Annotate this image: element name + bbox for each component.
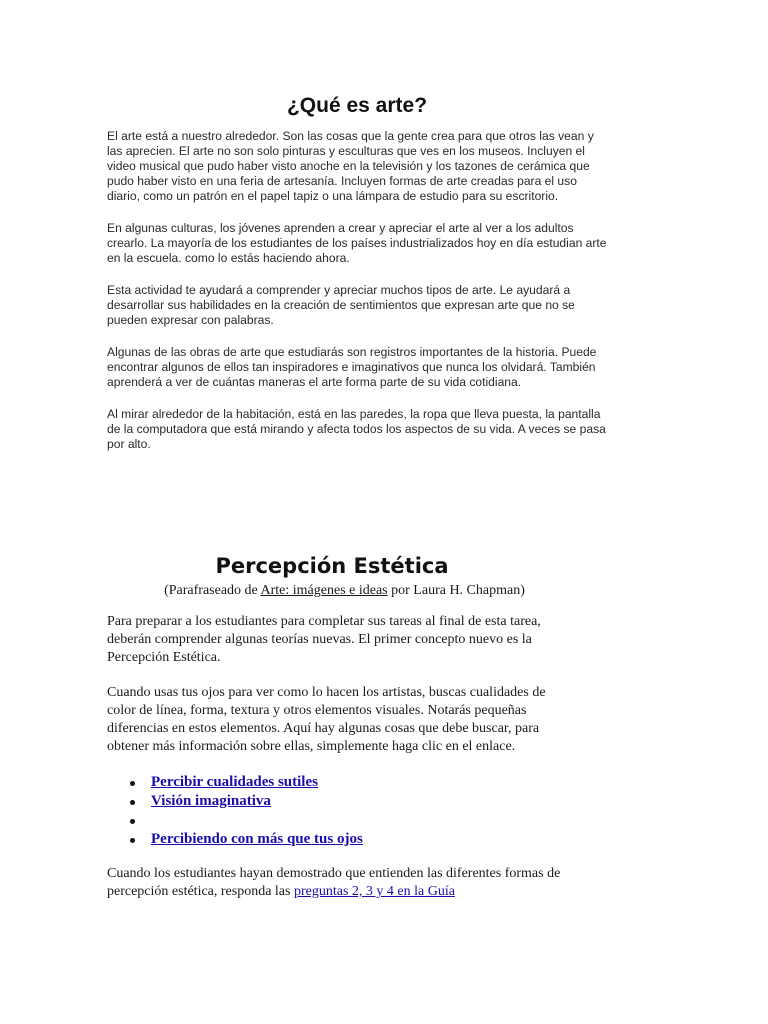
list-item — [151, 773, 562, 792]
link-guide-questions[interactable]: preguntas 2, 3 y 4 en la Guía — [293, 884, 455, 899]
instructions-paragraph: Cuando usas tus ojos para ver como lo hacen los artistas, buscas cualidades de color de línea, forma, textura y otros elementos visuales. Notarás pequeñas diferencias en estos elementos. Aquí hay algunas cosas que debe buscar, para obtener más información sobre ellas, simplemente haga clic en el enlace. — [107, 685, 546, 754]
source-attribution — [107, 582, 582, 600]
closing-paragraph — [107, 865, 562, 901]
attribution-suffix: por Laura H. Chapman) — [387, 583, 525, 598]
section-title-what-is-art: ¿Qué es arte? — [286, 94, 428, 117]
perception-links-list — [107, 773, 562, 849]
link-subtle-qualities[interactable]: Percibir cualidades sutiles — [151, 774, 318, 790]
closing-text: Cuando los estudiantes hayan demostrado que entienden las diferentes formas de percepción estética, responda las — [107, 866, 561, 899]
attribution-prefix: (Parafraseado de — [164, 583, 261, 598]
paragraph-3: Esta actividad te ayudará a comprender y apreciar muchos tipos de arte. Le ayudará a desarrollar sus habilidades en la creación de sentimientos que expresan arte que no se pueden expresar con palabras. — [107, 283, 575, 327]
section-title-aesthetic-perception: Percepción Estética — [215, 554, 449, 578]
list-item — [151, 830, 562, 849]
paragraph-1: El arte está a nuestro alrededor. Son las cosas que la gente crea para que otros las vean y las aprecien. El arte no son solo pinturas y esculturas que ves en los museos. Incluyen el video musical que pudo haber visto anoche en la televisión y los tazones de cerámica que pudo haber visto en una feria de artesanía. Incluyen formas de arte creadas para el uso diario, como un patrón en el papel tapiz o una lámpara de estudio para su escritorio. — [107, 129, 594, 203]
book-title: Arte: imágenes e ideas — [260, 583, 388, 598]
link-perceiving-beyond-eyes[interactable]: Percibiendo con más que tus ojos — [151, 831, 363, 847]
section-what-is-art — [107, 94, 607, 469]
paragraph-2: En algunas culturas, los jóvenes aprenden a crear y apreciar el arte al ver a los adultos crearlo. La mayoría de los estudiantes de los países industrializados hoy en día estudian arte en la escuela. como lo estás haciendo ahora. — [107, 221, 607, 265]
intro-paragraph: Para preparar a los estudiantes para completar sus tareas al final de esta tarea, deberán comprender algunas teorías nuevas. El primer concepto nuevo es la Percepción Estética. — [107, 614, 541, 665]
paragraph-4: Algunas de las obras de arte que estudiarás son registros importantes de la historia. Puede encontrar algunos de ellos tan inspiradores e imaginativos que nunca los olvidará. También aprenderá a ver de cuántas maneras el arte forma parte de su vida cotidiana. — [107, 345, 597, 389]
section-aesthetic-perception — [107, 553, 562, 918]
paragraph-5: Al mirar alrededor de la habitación, está en las paredes, la ropa que lleva puesta, la pantalla de la computadora que está mirando y afecta todos los aspectos de su vida. A veces se pasa por alto. — [107, 407, 606, 451]
list-item-empty — [151, 811, 562, 830]
list-item — [151, 792, 562, 811]
link-imaginative-vision[interactable]: Visión imaginativa — [151, 793, 271, 809]
